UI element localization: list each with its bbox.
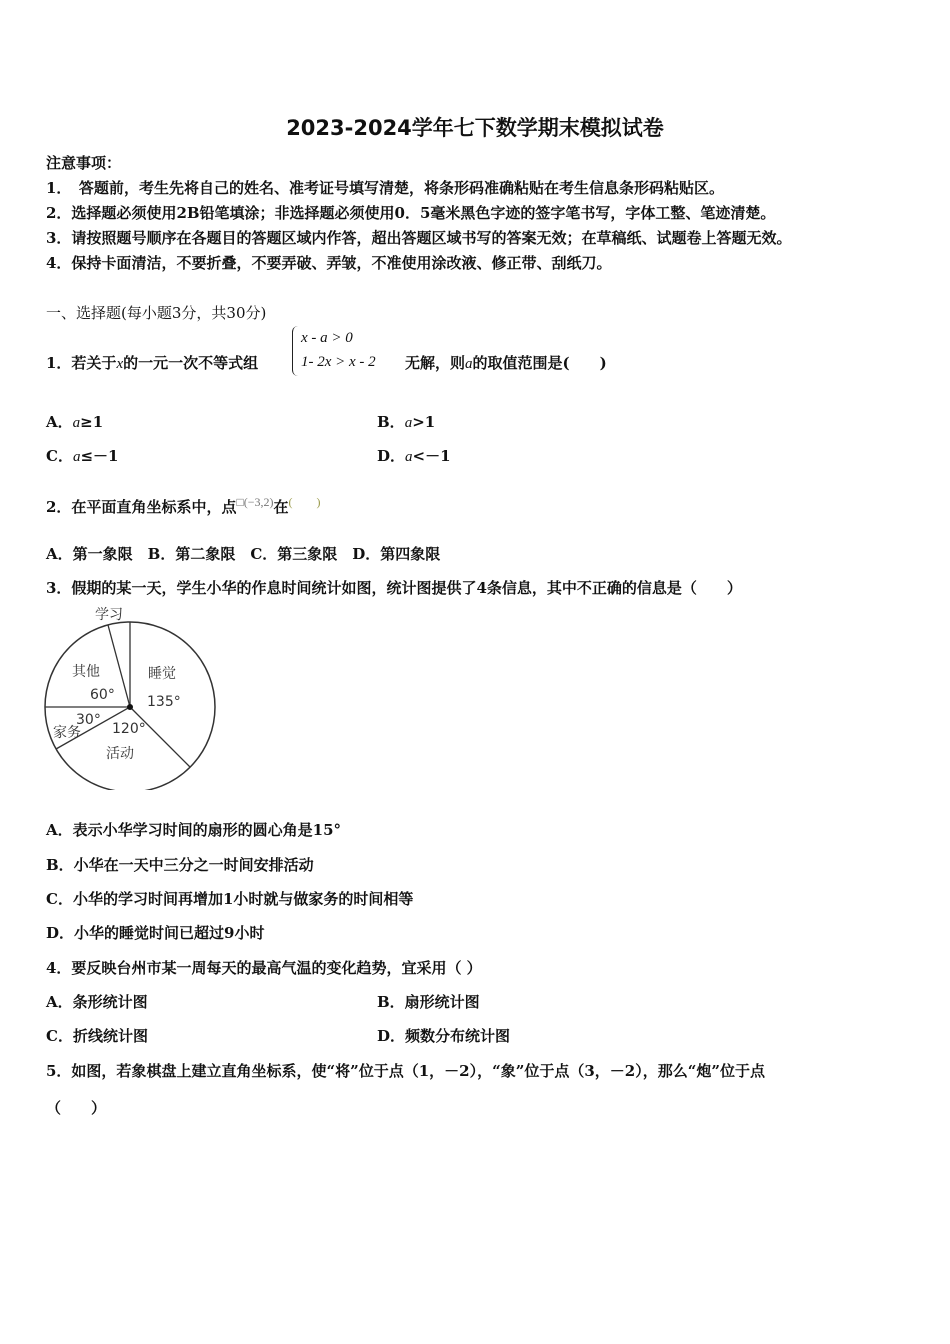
q1-option-b: B．a>1 bbox=[377, 413, 436, 431]
q1-option-d: D．a<－1 bbox=[377, 447, 451, 465]
label-activity-angle: 120° bbox=[112, 721, 146, 737]
q2-options: A．第一象限 B．第二象限 C．第三象限 D．第四象限 bbox=[46, 545, 441, 563]
section-heading: 一、选择题(每小题3分，共30分) bbox=[46, 304, 267, 322]
q4-option-a: A．条形统计图 bbox=[46, 993, 148, 1011]
pie-center bbox=[127, 704, 133, 710]
label-sleep: 睡觉 bbox=[148, 666, 176, 682]
q4-option-d: D．频数分布统计图 bbox=[377, 1027, 511, 1045]
q1-option-c: C．a≤－1 bbox=[46, 447, 119, 465]
q1-option-a: A．a≥1 bbox=[46, 413, 104, 431]
answer-blank: ( ) bbox=[288, 495, 321, 509]
q4-option-c: C．折线统计图 bbox=[46, 1027, 148, 1045]
point-coordinates: □(−3,2) bbox=[236, 495, 274, 509]
question-3-stem: 3．假期的某一天，学生小华的作息时间统计如图，统计图提供了4条信息，其中不正确的信息是（ ） bbox=[46, 579, 742, 597]
question-5-stem: 5．如图，若象棋盘上建立直角坐标系，使“将”位于点（1，－2），“象”位于点（3，－2），那么“炮”位于点 bbox=[46, 1062, 765, 1080]
notice-item-1: 1． 答题前，考生先将自己的姓名、准考证号填写清楚，将条形码准确粘贴在考生信息条形码粘贴区。 bbox=[46, 179, 724, 197]
q3-option-d: D．小华的睡觉时间已超过9小时 bbox=[46, 924, 265, 942]
q4-option-b: B．扇形统计图 bbox=[377, 993, 480, 1011]
label-study: 学习 bbox=[95, 607, 123, 623]
inequality-2: 1- 2x > x - 2 bbox=[301, 354, 376, 370]
sector-line-activity bbox=[130, 707, 190, 767]
question-2-stem: 2．在平面直角坐标系中，点$^{□(-3,2)}$在( ) bbox=[46, 495, 321, 516]
inequality-1: x - a > 0 bbox=[301, 330, 353, 346]
question-1-stem: 1．若关于x的一元一次不等式组 bbox=[46, 354, 259, 372]
notice-item-2: 2．选择题必须使用2B铅笔填涂；非选择题必须使用0．5毫米黑色字迹的签字笔书写，字体工整、笔迹清楚。 bbox=[46, 204, 776, 222]
label-other-angle: 60° bbox=[90, 687, 115, 703]
schedule-pie-chart bbox=[40, 600, 222, 790]
notice-item-4: 4．保持卡面清洁，不要折叠，不要弄破、弄皱，不准使用涂改液、修正带、刮纸刀。 bbox=[46, 254, 612, 272]
question-4-stem: 4．要反映台州市某一周每天的最高气温的变化趋势，宜采用（ ） bbox=[46, 959, 482, 977]
label-sleep-angle: 135° bbox=[147, 694, 181, 710]
label-chores-angle: 30° bbox=[76, 712, 101, 728]
label-other: 其他 bbox=[72, 664, 100, 680]
notice-heading: 注意事项： bbox=[46, 154, 122, 172]
q3-option-b: B．小华在一天中三分之一时间安排活动 bbox=[46, 856, 314, 874]
q3-option-a: A．表示小华学习时间的扇形的圆心角是15° bbox=[46, 821, 342, 839]
question-1-stem-tail: 无解，则a的取值范围是( ) bbox=[405, 354, 607, 372]
label-activity: 活动 bbox=[106, 746, 134, 762]
q5-blank: （ ） bbox=[46, 1099, 107, 1117]
inequality-system bbox=[292, 326, 376, 376]
notice-item-3: 3．请按照题号顺序在各题目的答题区域内作答，超出答题区域书写的答案无效；在草稿纸、试题卷上答题无效。 bbox=[46, 229, 792, 247]
page-title: 2023-2024学年七下数学期末模拟试卷 bbox=[286, 116, 664, 140]
label-chores: 家务 bbox=[53, 725, 81, 741]
q3-option-c: C．小华的学习时间再增加1小时就与做家务的时间相等 bbox=[46, 890, 414, 908]
